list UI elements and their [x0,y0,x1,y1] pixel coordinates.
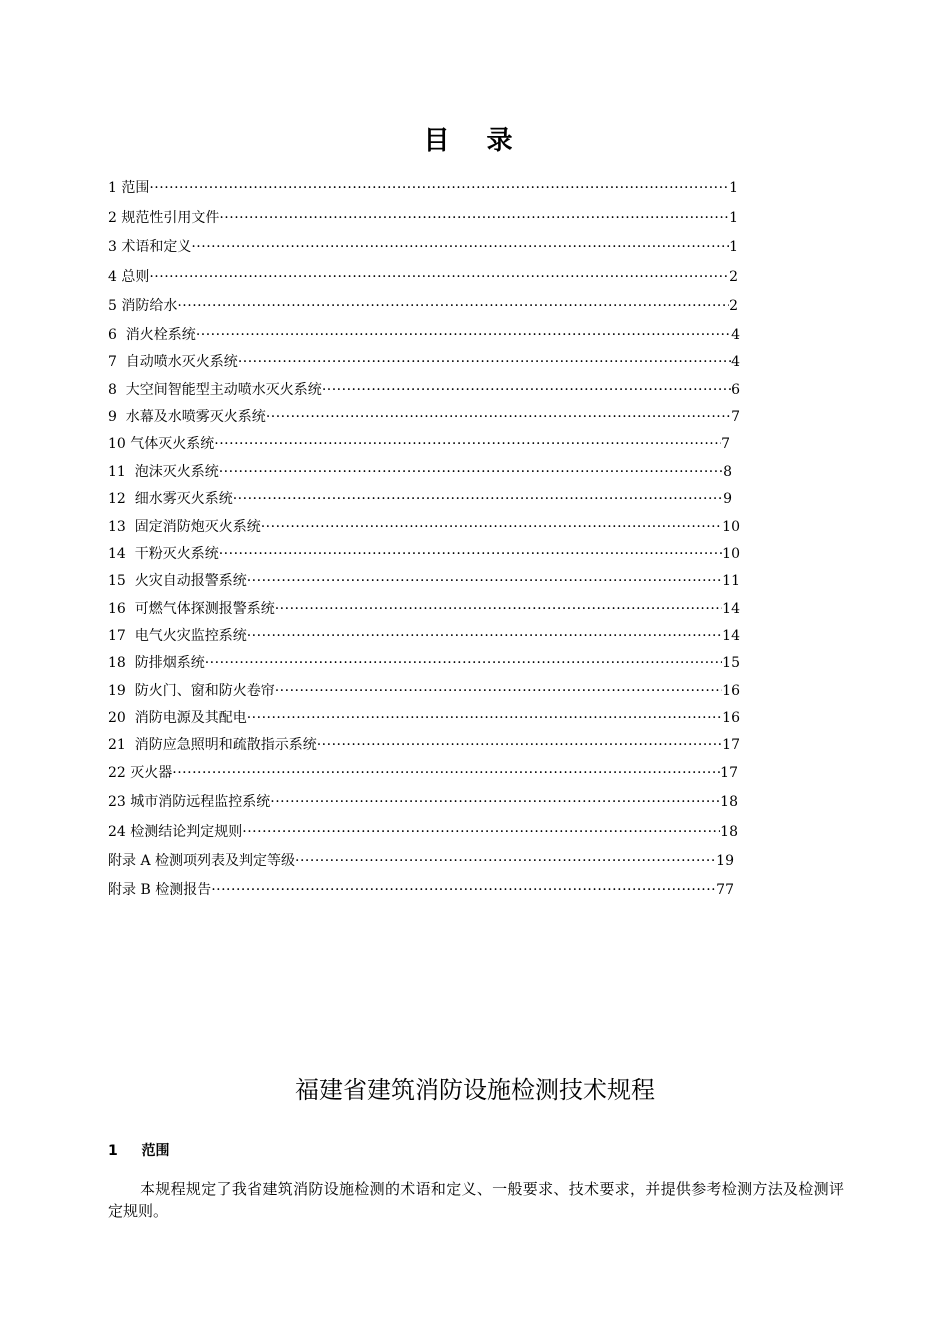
toc-entry[interactable] [108,407,740,427]
toc-entry-page: 10 [722,546,740,562]
toc-entry-page: 10 [722,519,740,535]
toc-leader-dots [322,380,731,400]
toc-leader-dots [149,178,729,198]
toc-entry[interactable] [108,296,738,316]
toc-entry-label: 10 气体灭火系统 [108,436,215,452]
toc-entry-label: 11 泡沫灭火系统 [108,464,219,480]
toc-leader-dots [196,325,731,345]
toc-entry-label: 2 规范性引用文件 [108,210,220,226]
toc-entry[interactable] [108,735,740,755]
toc-leader-dots [149,267,729,287]
toc-entry-page: 6 [731,382,740,398]
toc-entry-label: 3 术语和定义 [108,239,192,255]
toc-entry[interactable] [108,462,732,482]
toc-entry-page: 19 [716,853,734,869]
toc-entry[interactable] [108,822,738,842]
toc-entry[interactable] [108,208,738,228]
toc-entry-label: 附录 B 检测报告 [108,882,212,898]
toc-entry-label: 9 水幕及水喷雾灭火系统 [108,409,266,425]
toc-entry-label: 19 防火门、窗和防火卷帘 [108,683,275,699]
toc-leader-dots [211,880,716,900]
toc-entry[interactable] [108,626,740,646]
toc-leader-dots [205,653,722,673]
toc-entry-page: 9 [723,491,732,507]
toc-entry-label: 4 总则 [108,269,150,285]
toc-entry-page: 14 [722,628,740,644]
toc-entry[interactable] [108,708,740,728]
toc-entry-page: 14 [722,601,740,617]
toc-entry[interactable] [108,681,740,701]
toc-entry[interactable] [108,653,740,673]
toc-entry-page: 1 [729,239,738,255]
toc-entry-page: 18 [720,794,738,810]
toc-entry[interactable] [108,544,740,564]
toc-leader-dots [242,822,720,842]
toc-leader-dots [238,352,731,372]
toc-leader-dots [317,735,722,755]
toc-entry-page: 18 [720,824,738,840]
toc-entry[interactable] [108,380,740,400]
toc-entry[interactable] [108,237,738,257]
toc-entry-page: 16 [722,683,740,699]
toc-entry-label: 16 可燃气体探测报警系统 [108,601,275,617]
toc-entry-page: 7 [721,436,730,452]
toc-entry[interactable] [108,599,740,619]
section-heading [108,1140,170,1160]
toc-entry-label: 1 范围 [108,180,150,196]
toc-entry-page: 8 [723,464,732,480]
toc-entry-page: 15 [722,655,740,671]
toc-entry-label: 17 电气火灾监控系统 [108,628,247,644]
toc-entry-label: 7 自动喷水灭火系统 [108,354,238,370]
toc-entry-label: 24 检测结论判定规则 [108,824,243,840]
toc-entry[interactable] [108,325,740,345]
toc-entry-label: 15 火灾自动报警系统 [108,573,247,589]
toc-leader-dots [219,208,729,228]
toc-leader-dots [233,489,723,509]
toc-entry-page: 1 [729,180,738,196]
toc-entry[interactable] [108,851,734,871]
toc-entry-page: 17 [722,737,740,753]
toc-leader-dots [177,296,729,316]
toc-entry[interactable] [108,763,738,783]
toc-entry-page: 7 [731,409,740,425]
toc-leader-dots [172,763,720,783]
toc-leader-dots [270,792,720,812]
toc-leader-dots [219,544,722,564]
toc-entry[interactable] [108,267,738,287]
toc-leader-dots [219,462,723,482]
toc-leader-dots [295,851,716,871]
toc-entry-page: 4 [731,354,740,370]
toc-entry-label: 18 防排烟系统 [108,655,205,671]
section-paragraph: 本规程规定了我省建筑消防设施检测的术语和定义、一般要求、技术要求，并提供参考检测方法及检测评定规则。 [108,1180,844,1220]
toc-entry[interactable] [108,571,740,591]
toc-entry-label: 5 消防给水 [108,298,178,314]
toc-leader-dots [275,681,722,701]
section-number: 1 [108,1143,118,1159]
section-title: 范围 [141,1143,170,1159]
toc-entry-label: 附录 A 检测项列表及判定等级 [108,853,296,869]
toc-entry[interactable] [108,880,734,900]
toc-leader-dots [191,237,729,257]
toc-entry-label: 23 城市消防远程监控系统 [108,794,271,810]
toc-entry-label: 14 干粉灭火系统 [108,546,219,562]
toc-entry-label: 12 细水雾灭火系统 [108,491,233,507]
toc-entry[interactable] [108,178,738,198]
toc-entry-page: 1 [729,210,738,226]
toc-entry-label: 6 消火栓系统 [108,327,196,343]
toc-entry-label: 21 消防应急照明和疏散指示系统 [108,737,317,753]
toc-entry[interactable] [108,352,740,372]
toc-entry-label: 20 消防电源及其配电 [108,710,247,726]
toc-entry-label: 13 固定消防炮灭火系统 [108,519,261,535]
toc-leader-dots [247,626,722,646]
toc-entry-page: 4 [731,327,740,343]
toc-entry-page: 77 [716,882,734,898]
toc-entry-label: 22 灭火器 [108,765,173,781]
toc-title: 目 录 [423,126,527,156]
toc-leader-dots [275,599,722,619]
toc-entry-page: 16 [722,710,740,726]
document-title: 福建省建筑消防设施检测技术规程 [295,1076,655,1104]
toc-leader-dots [266,407,731,427]
toc-leader-dots [261,517,722,537]
toc-leader-dots [214,434,721,454]
toc-entry[interactable] [108,434,730,454]
toc-entry-label: 8 大空间智能型主动喷水灭火系统 [108,382,322,398]
toc-entry-page: 2 [729,298,738,314]
toc-leader-dots [247,571,722,591]
toc-entry-page: 11 [722,573,740,589]
toc-entry-page: 2 [729,269,738,285]
toc-entry[interactable] [108,489,732,509]
toc-entry[interactable] [108,517,740,537]
toc-leader-dots [247,708,722,728]
toc-entry[interactable] [108,792,738,812]
toc-entry-page: 17 [720,765,738,781]
